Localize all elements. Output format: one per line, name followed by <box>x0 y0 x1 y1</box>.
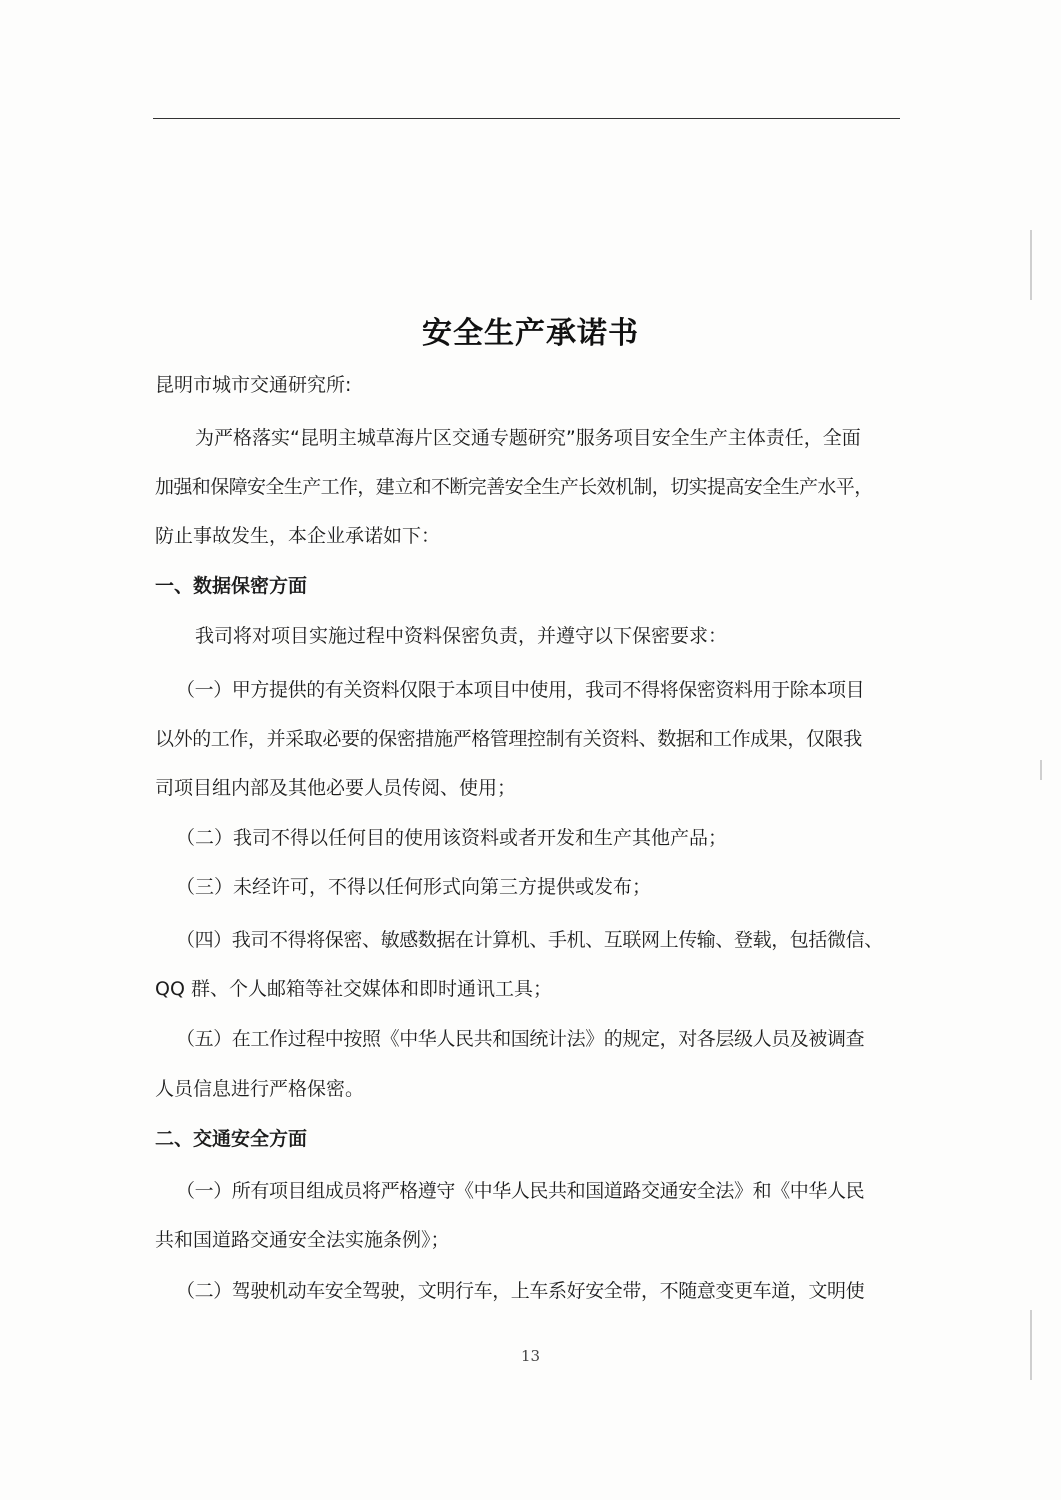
intro-line-1: 为严格落实“昆明主城草海片区交通专题研究”服务项目安全生产主体责任，全面 <box>195 427 861 449</box>
section1-line-10: 人员信息进行严格保密。 <box>155 1078 365 1100</box>
scan-edge-mark <box>1030 1310 1032 1380</box>
intro-line-3: 防止事故发生，本企业承诺如下： <box>155 525 441 547</box>
scan-edge-mark <box>1030 230 1032 300</box>
section1-line-9: （五）在工作过程中按照《中华人民共和国统计法》的规定，对各层级人员及被调查 <box>176 1028 865 1050</box>
section2-line-2: 共和国道路交通安全法实施条例》； <box>155 1229 450 1251</box>
section1-line-5: （二）我司不得以任何目的使用该资料或者开发和生产其他产品； <box>176 827 728 849</box>
section1-line-4: 司项目组内部及其他必要人员传阅、使用； <box>155 777 517 799</box>
section1-line-8: QQ 群、个人邮箱等社交媒体和即时通讯工具； <box>155 978 552 1000</box>
section2-heading: 二、交通安全方面 <box>155 1128 308 1150</box>
section1-heading: 一、数据保密方面 <box>155 575 308 597</box>
scan-edge-mark <box>1040 760 1042 780</box>
header-rule <box>153 118 900 119</box>
section2-line-3: （二）驾驶机动车安全驾驶，文明行车，上车系好安全带，不随意变更车道，文明使 <box>176 1280 865 1302</box>
section1-line-6: （三）未经许可，不得以任何形式向第三方提供或发布； <box>176 876 652 898</box>
section2-line-1: （一）所有项目组成员将严格遵守《中华人民共和国道路交通安全法》和《中华人民 <box>176 1180 865 1202</box>
section1-line-2: （一）甲方提供的有关资料仅限于本项目中使用，我司不得将保密资料用于除本项目 <box>176 679 865 701</box>
section1-line-7: （四）我司不得将保密、敏感数据在计算机、手机、互联网上传输、登载，包括微信、 <box>176 929 883 951</box>
intro-line-2: 加强和保障安全生产工作，建立和不断完善安全生产长效机制，切实提高安全生产水平， <box>155 476 873 498</box>
salutation: 昆明市城市交通研究所: <box>155 374 352 396</box>
page-number: 13 <box>520 1347 541 1365</box>
section1-line-1: 我司将对项目实施过程中资料保密负责，并遵守以下保密要求： <box>195 625 728 647</box>
section1-line-3: 以外的工作，并采取必要的保密措施严格管理控制有关资料、数据和工作成果，仅限我 <box>155 728 862 750</box>
document-title: 安全生产承诺书 <box>422 316 639 351</box>
